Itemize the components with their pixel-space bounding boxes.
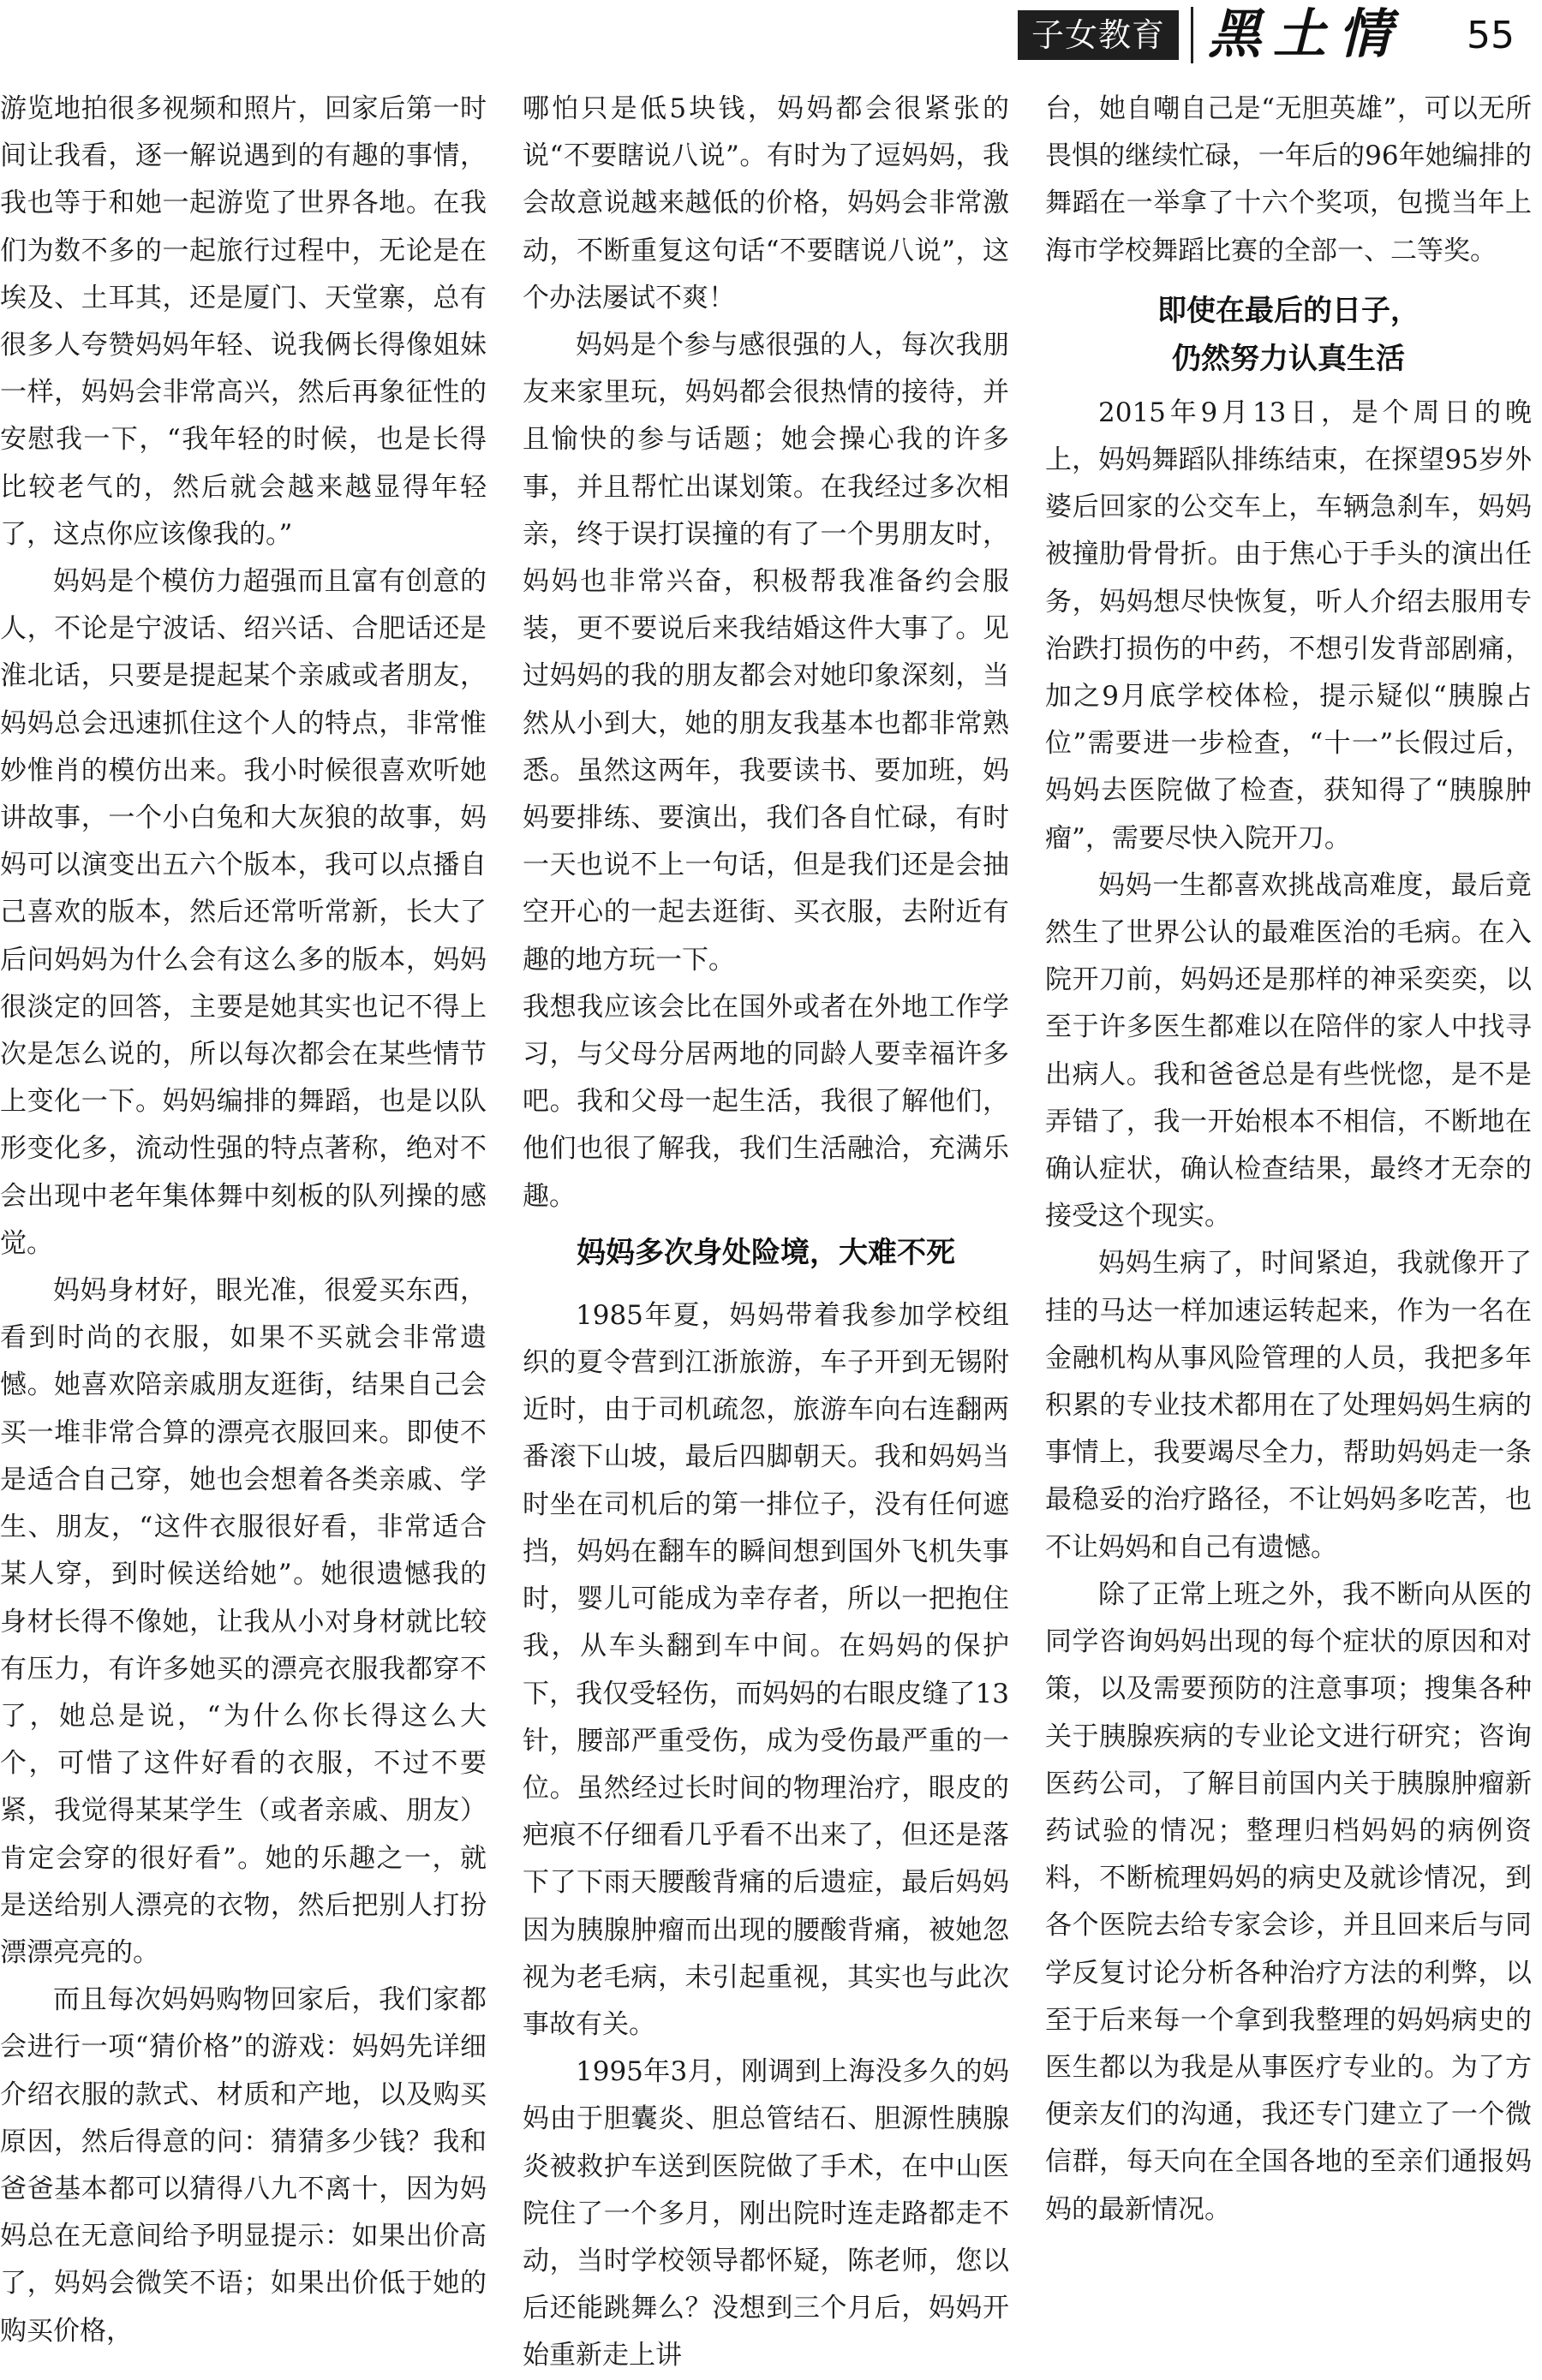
paragraph: 妈妈是个模仿力超强而且富有创意的人，不论是宁波话、绍兴话、合肥话还是淮北话，只要是提起某个亲戚或者朋友，妈妈总会迅速抓住这个人的特点，非常惟妙惟肖的模仿出来。我小时候很喜欢听她讲故事，一个小白兔和大灰狼的故事，妈妈可以演变出五六个版本，我可以点播自己喜欢的版本，然后还常听常新，长大了后问妈妈为什么会有这么多的版本，妈妈很淡定的回答，主要是她其实也记不得上次是怎么说的，所以每次都会在某些情节上变化一下。妈妈编排的舞蹈，也是以队形变化多，流动性强的特点著称，绝对不会出现中老年集体舞中刻板的队列操的感觉。 (0, 566, 487, 1259)
paragraph: 妈妈生病了，时间紧迫，我就像开了挂的马达一样加速运转起来，作为一名在金融机构从事风险管理的人员，我把多年积累的专业技术都用在了处理妈妈生病的事情上，我要竭尽全力，帮助妈妈走一条最稳妥的治疗路径，不让妈妈多吃苦，也不让妈妈和自己有遗憾。 (1045, 1248, 1532, 1563)
page-number: 55 (1467, 14, 1515, 57)
article-column-3 (1045, 86, 1532, 2225)
article-column-2 (523, 86, 1009, 2371)
section-heading-line: 仍然努力认真生活 (1172, 341, 1405, 376)
section-tag: 子女教育 (1018, 10, 1179, 60)
paragraph: 哪怕只是低5块钱，妈妈都会很紧张的说“不要瞎说八说”。有时为了逗妈妈，我会故意说越来越低的价格，妈妈会非常激动，不断重复这句话“不要瞎说八说”，这个办法屡试不爽！ (523, 93, 1009, 313)
paragraph: 妈妈身材好，眼光准，很爱买东西，看到时尚的衣服，如果不买就会非常遗憾。她喜欢陪亲戚朋友逛街，结果自己会买一堆非常合算的漂亮衣服回来。即使不是适合自己穿，她也会想着各类亲戚、学生、朋友，“这件衣服很好看，非常适合某人穿，到时候送给她”。她很遗憾我的身材长得不像她，让我从小对身材就比较有压力，有许多她买的漂亮衣服我都穿不了，她总是说，“为什么你长得这么大个，可惜了这件好看的衣服，不过不要紧，我觉得某某学生（或者亲戚、朋友）肯定会穿的很好看”。她的乐趣之一，就是送给别人漂亮的衣物，然后把别人打扮漂漂亮亮的。 (0, 1275, 487, 1968)
paragraph: 妈妈一生都喜欢挑战高难度，最后竟然生了世界公认的最难医治的毛病。在入院开刀前，妈妈还是那样的神采奕奕，以至于许多医生都难以在陪伴的家人中找寻出病人。我和爸爸总是有些恍惚，是不是弄错了，我一开始根本不相信，不断地在确认症状，确认检查结果，最终才无奈的接受这个现实。 (1045, 869, 1532, 1232)
section-heading-line: 即使在最后的日子， (1157, 293, 1419, 328)
section-heading: 妈妈多次身处险境，大难不死 (577, 1235, 955, 1270)
paragraph: 1995年3月，刚调到上海没多久的妈妈由于胆囊炎、胆总管结石、胆源性胰腺炎被救护车送到医院做了手术，在中山医院住了一个多月，刚出院时连走路都走不动，当时学校领导都怀疑，陈老师，您以后还能跳舞么？没想到三个月后，妈妈开始重新走上讲 (523, 2056, 1009, 2371)
page-header (0, 0, 1542, 77)
paragraph: 妈妈是个参与感很强的人，每次我朋友来家里玩，妈妈都会很热情的接待，并且愉快的参与话题；她会操心我的许多事，并且帮忙出谋划策。在我经过多次相亲，终于误打误撞的有了一个男朋友时，妈妈也非常兴奋，积极帮我准备约会服装，更不要说后来我结婚这件大事了。见过妈妈的我的朋友都会对她印象深刻，当然从小到大，她的朋友我基本也都非常熟悉。虽然这两年，我要读书、要加班，妈妈要排练、要演出，我们各自忙碌，有时一天也说不上一句话，但是我们还是会抽空开心的一起去逛街、买衣服，去附近有趣的地方玩一下。 (523, 330, 1009, 975)
header-divider (1191, 7, 1193, 63)
paragraph: 除了正常上班之外，我不断向从医的同学咨询妈妈出现的每个症状的原因和对策，以及需要预防的注意事项；搜集各种关于胰腺疾病的专业论文进行研究；咨询医药公司，了解目前国内关于胰腺肿瘤新药试验的情况；整理归档妈妈的病例资料，不断梳理妈妈的病史及就诊情况，到各个医院去给专家会诊，并且回来后与同学反复讨论分析各种治疗方法的利弊，以至于后来每一个拿到我整理的妈妈病史的医生都以为我是从事医疗专业的。为了方便亲友们的沟通，我还专门建立了一个微信群，每天向在全国各地的至亲们通报妈妈的最新情况。 (1045, 1578, 1532, 2225)
section-heading (1045, 287, 1532, 383)
magazine-logo: 黑土情 (1208, 3, 1404, 65)
article-column-1 (0, 86, 487, 2347)
paragraph: 游览地拍很多视频和照片，回家后第一时间让我看，逐一解说遇到的有趣的事情，我也等于和她一起游览了世界各地。在我们为数不多的一起旅行过程中，无论是在埃及、土耳其，还是厦门、天堂寨，总有很多人夸赞妈妈年轻、说我俩长得像姐妹一样，妈妈会非常高兴，然后再象征性的安慰我一下，“我年轻的时候，也是长得比较老气的，然后就会越来越显得年轻了，这点你应该像我的。” (0, 93, 487, 550)
paragraph: 1985年夏，妈妈带着我参加学校组织的夏令营到江浙旅游，车子开到无锡附近时，由于司机疏忽，旅游车向右连翻两番滚下山坡，最后四脚朝天。我和妈妈当时坐在司机后的第一排位子，没有任何遮挡，妈妈在翻车的瞬间想到国外飞机失事时，婴儿可能成为幸存者，所以一把抱住我，从车头翻到车中间。在妈妈的保护下，我仅受轻伤，而妈妈的右眼皮缝了13针，腰部严重受伤，成为受伤最严重的一位。虽然经过长时间的物理治疗，眼皮的疤痕不仔细看几乎看不出来了，但还是落下了下雨天腰酸背痛的后遗症，最后妈妈因为胰腺肿瘤而出现的腰酸背痛，被她忽视为老毛病，未引起重视，其实也与此次事故有关。 (523, 1299, 1009, 2040)
paragraph: 台，她自嘲自己是“无胆英雄”，可以无所畏惧的继续忙碌，一年后的96年她编排的舞蹈在一举拿了十六个奖项，包揽当年上海市学校舞蹈比赛的全部一、二等奖。 (1045, 93, 1532, 266)
paragraph: 2015年9月13日，是个周日的晚上，妈妈舞蹈队排练结束，在探望95岁外婆后回家的公交车上，车辆急刹车，妈妈被撞肋骨骨折。由于焦心于手头的演出任务，妈妈想尽快恢复，听人介绍去服用专治跌打损伤的中药，不想引发背部剧痛，加之9月底学校体检，提示疑似“胰腺占位”需要进一步检查，“十一”长假过后，妈妈去医院做了检查，获知得了“胰腺肿瘤”，需要尽快入院开刀。 (1045, 397, 1532, 854)
paragraph: 而且每次妈妈购物回家后，我们家都会进行一项“猜价格”的游戏：妈妈先详细介绍衣服的款式、材质和产地，以及购买原因，然后得意的问：猜猜多少钱？我和爸爸基本都可以猜得八九不离十，因为妈妈总在无意间给予明显提示：如果出价高了，妈妈会微笑不语；如果出价低于她的购买价格， (0, 1984, 487, 2347)
paragraph: 我想我应该会比在国外或者在外地工作学习，与父母分居两地的同龄人要幸福许多吧。我和父母一起生活，我很了解他们，他们也很了解我，我们生活融洽，充满乐趣。 (523, 991, 1009, 1212)
